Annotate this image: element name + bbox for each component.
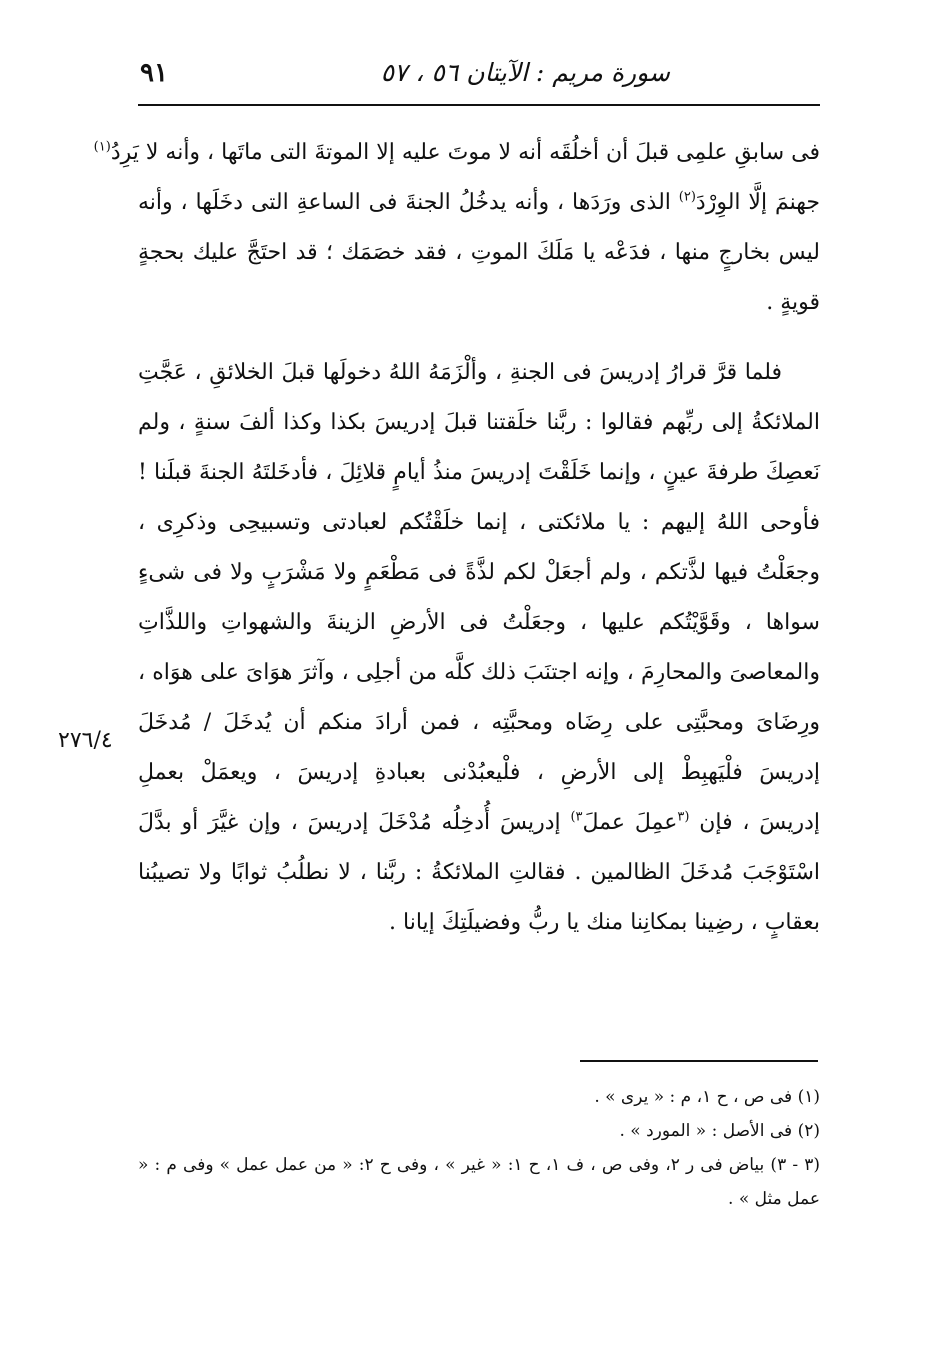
footnote: (٢) فى الأصل : « المورد » .: [619, 1121, 820, 1141]
text-line: إدريسَ ، فإن $^{(٣}$عمِلَ عملَ$^{٣)}$ إدريسَ أُدخِلُه مُدْخَلَ إدريسَ ، وإن غيَّرَ أو بدَّلَ: [138, 809, 820, 835]
footnote: (١) فى ص ، ح ١، م : « يرى » .: [594, 1087, 820, 1107]
paragraph: [138, 348, 820, 948]
text-line: فلما قرَّ قرارُ إدريسَ فى الجنةِ ، وألْزَمَهُ اللهُ دخولَها قبلَ الخلائقِ ، عَجَّتِ: [138, 360, 782, 385]
text-line: فى سابقِ علمِى قبلَ أن أخلُقَه أنه لا موتَ عليه إلا الموتةَ التى ماتَها ، وأنه لا يَرِدُ$^{(١)}$: [93, 139, 820, 165]
paragraph: [93, 128, 820, 328]
text-line: ليس بخارجٍ منها ، فدَعْه يا مَلَكَ الموتِ ، فقد خصَمَك ؛ قد احتَجَّ عليك بحجةٍ: [138, 240, 820, 265]
running-header: [138, 58, 820, 98]
text-line: وجعَلْتُ فيها لذَّتكم ، ولم أجعَلْ لكم لذَّةً فى مَطْعَمٍ ولا مَشْرَبٍ ولا فى شىءٍ: [138, 560, 820, 585]
text-line: والمعاصىَ والمحارِمَ ، وإنه اجتنَبَ ذلك كلَّه من أجلِى ، وآثرَ هوَاىَ على هوَاه ،: [138, 660, 820, 685]
text-line: إدريسَ فلْيَهبِطْ إلى الأرضِ ، فلْيعبُدْنى بعبادةِ إدريسَ ، ويعمَلْ بعملِ: [138, 760, 820, 785]
footnotes: [138, 1080, 820, 1216]
text-line: اسْتَوْجَبَ مُدخَلَ الظالمين . فقالتِ الملائكةُ : ربَّنا ، لا نطلُبُ ثوابًا ولا تصيبُنا: [138, 860, 820, 885]
text-line: نَعصِكَ طرفةَ عينٍ ، وإنما خَلَقْتَ إدريسَ منذُ أيامٍ قلائِلَ ، فأدخَلتَهُ الجنةَ قبلَنا !: [138, 460, 820, 485]
text-line: قويةٍ .: [766, 290, 820, 315]
text-line: بعقابٍ ، رضِينا بمكانِنا منك يا ربُّ وفضيلَتِكَ إيانا .: [389, 910, 820, 935]
footnote-divider: [580, 1060, 818, 1062]
footnote-marker: (٣: [677, 809, 690, 825]
text-line: سواها ، وقَوَّيْتُكم عليها ، وجعَلْتُ فى الأرضِ الزينةَ والشهواتِ واللذَّاتِ: [138, 610, 820, 635]
footnote-marker: (٢): [678, 189, 696, 205]
footnote-marker: ٣): [570, 809, 583, 825]
text-line: جهنمَ إلَّا الوِرْدَ$^{(٢)}$ الذى ورَدَها ، وأنه يدخُلُ الجنةَ فى الساعةِ التى دخَلَها ، وأنه: [138, 189, 820, 215]
header-divider: [138, 104, 820, 106]
text-line: الملائكةُ إلى ربِّهم فقالوا : ربَّنا خلَقتنا قبلَ إدريسَ بكذا وكذا ألفَ سنةٍ ، ولم: [138, 410, 820, 435]
running-header-title: سورة مريم : الآيتان ٥٦ ، ٥٧: [380, 58, 670, 87]
footnote-marker: (١): [93, 139, 111, 155]
margin-reference: ٢٧٦/٤: [58, 728, 113, 753]
page-number: ٩١: [140, 58, 168, 88]
text-line: ورِضَاىَ ومحبَّتِى على رِضَاه ومحبَّتِه ، فمن أرادَ منكم أن يُدخَلَ / مُدخَلَ: [138, 710, 820, 735]
footnote: (٣ - ٣) بياض فى ر ٢، وفى ص ، ف ١، ح ١: « غير » ، وفى ح ٢: « من عمل عمل » وفى م : « عمل مثل » .: [138, 1155, 820, 1209]
text-line: فأوحى اللهُ إليهم : يا ملائكتى ، إنما خلَقْتُكم لعبادتى وتسبيحِى وذكرِى ،: [138, 510, 820, 535]
main-text: [93, 128, 820, 948]
